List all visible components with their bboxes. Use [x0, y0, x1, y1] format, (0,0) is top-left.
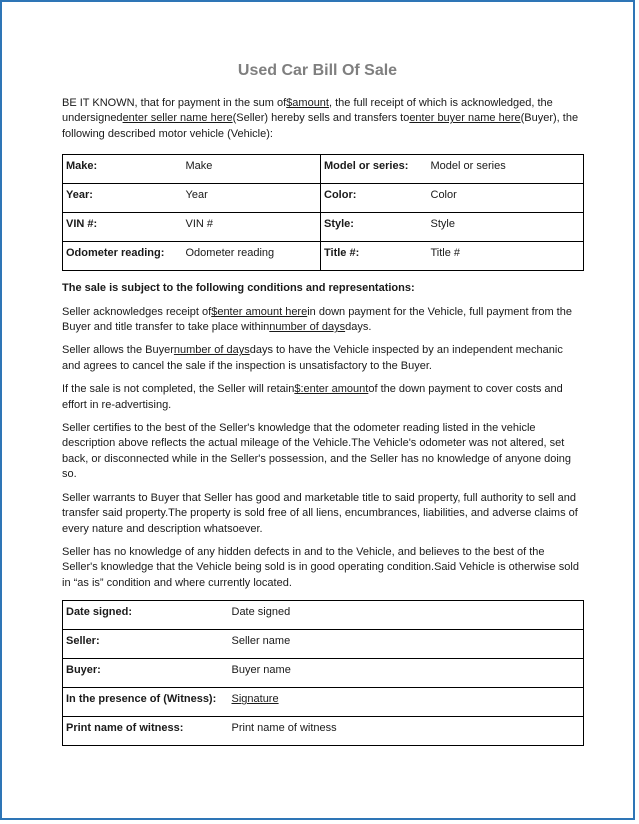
- odometer-field[interactable]: Odometer reading: [183, 242, 321, 271]
- inspection-paragraph: Seller allows the Buyernumber of daysdays to have the Vehicle inspected by an independent mechanic and agrees to cancel the sale if the inspection is unsatisfactory to the Buyer.: [62, 344, 563, 372]
- style-field[interactable]: Style: [428, 213, 584, 242]
- title-number-field[interactable]: Title #: [428, 242, 584, 271]
- table-row: [63, 242, 584, 271]
- vin-label: VIN #:: [63, 213, 183, 242]
- table-row: [63, 184, 584, 213]
- seller-name-field[interactable]: enter seller name here: [122, 112, 233, 125]
- year-label: Year:: [63, 184, 183, 213]
- style-label: Style:: [321, 213, 428, 242]
- odometer-paragraph: Seller certifies to the best of the Seller's knowledge that the odometer reading listed in the vehicle description above reflects the actual mileage of the Vehicle.The Vehicle's odometer was not altered, set back, or disconnected while in the Seller's possession, and the Seller has no knowledge of anyone doing so.: [62, 422, 572, 481]
- table-row: [63, 630, 584, 659]
- conditions-heading: The sale is subject to the following conditions and representations:: [62, 282, 415, 295]
- signature-table: [62, 600, 584, 746]
- year-field[interactable]: Year: [183, 184, 321, 213]
- retain-amount-field[interactable]: $:enter amount: [294, 383, 369, 396]
- down-payment-paragraph: Seller acknowledges receipt of$enter amount herein down payment for the Vehicle, full payment from the Buyer and title transfer to take place withinnumber of daysdays.: [62, 305, 572, 334]
- model-field[interactable]: Model or series: [428, 155, 584, 184]
- witness-name-label: Print name of witness:: [63, 717, 229, 746]
- date-signed-label: Date signed:: [63, 601, 229, 630]
- document-body: [62, 96, 582, 746]
- odometer-label: Odometer reading:: [63, 242, 183, 271]
- model-label: Model or series:: [321, 155, 428, 184]
- as-is-paragraph: Seller has no knowledge of any hidden defects in and to the Vehicle, and believes to the best of the Seller's knowledge that the Vehicle being sold is in good operating condition.Said Vehicle is otherwise sold in “as is” condition and where currently located.: [62, 545, 579, 589]
- vin-field[interactable]: VIN #: [183, 213, 321, 242]
- seller-label: Seller:: [63, 630, 229, 659]
- buyer-name-field[interactable]: enter buyer name here: [409, 112, 521, 125]
- make-field[interactable]: Make: [183, 155, 321, 184]
- make-label: Make:: [63, 155, 183, 184]
- witness-signature-field[interactable]: Signature: [231, 693, 279, 706]
- witness-name-field[interactable]: Print name of witness: [229, 717, 584, 746]
- down-payment-field[interactable]: $enter amount here: [211, 305, 308, 318]
- document-title: Used Car Bill Of Sale: [237, 62, 398, 79]
- inspection-days-field[interactable]: number of days: [173, 344, 250, 357]
- table-row: [63, 717, 584, 746]
- table-row: [63, 659, 584, 688]
- table-row: [63, 213, 584, 242]
- title-number-label: Title #:: [321, 242, 428, 271]
- table-row: [63, 601, 584, 630]
- date-signed-field[interactable]: Date signed: [229, 601, 584, 630]
- color-field[interactable]: Color: [428, 184, 584, 213]
- vehicle-table: [62, 154, 584, 271]
- color-label: Color:: [321, 184, 428, 213]
- table-row: [63, 155, 584, 184]
- amount-field[interactable]: $amount: [286, 97, 329, 109]
- title-warranty-paragraph: Seller warrants to Buyer that Seller has good and marketable title to said property, full authority to sell and transfer said property.The property is sold free of all liens, encumbrances, liabilities, and adverse claims of every nature and description whatsoever.: [62, 491, 578, 535]
- seller-field[interactable]: Seller name: [229, 630, 584, 659]
- buyer-field[interactable]: Buyer name: [229, 659, 584, 688]
- retention-paragraph: If the sale is not completed, the Seller will retain$:enter amountof the down payment to cover costs and effort in re-advertising.: [62, 383, 563, 411]
- buyer-label: Buyer:: [63, 659, 229, 688]
- intro-paragraph: BE IT KNOWN, that for payment in the sum of$amount, the full receipt of which is acknowledged, the undersignedenter seller name here(Seller) hereby sells and transfers toenter buyer name here(Buyer), the following described motor vehicle (Vehicle):: [62, 97, 579, 140]
- table-row: [63, 688, 584, 717]
- witness-label: In the presence of (Witness):: [63, 688, 229, 717]
- transfer-days-field[interactable]: number of days: [269, 321, 346, 334]
